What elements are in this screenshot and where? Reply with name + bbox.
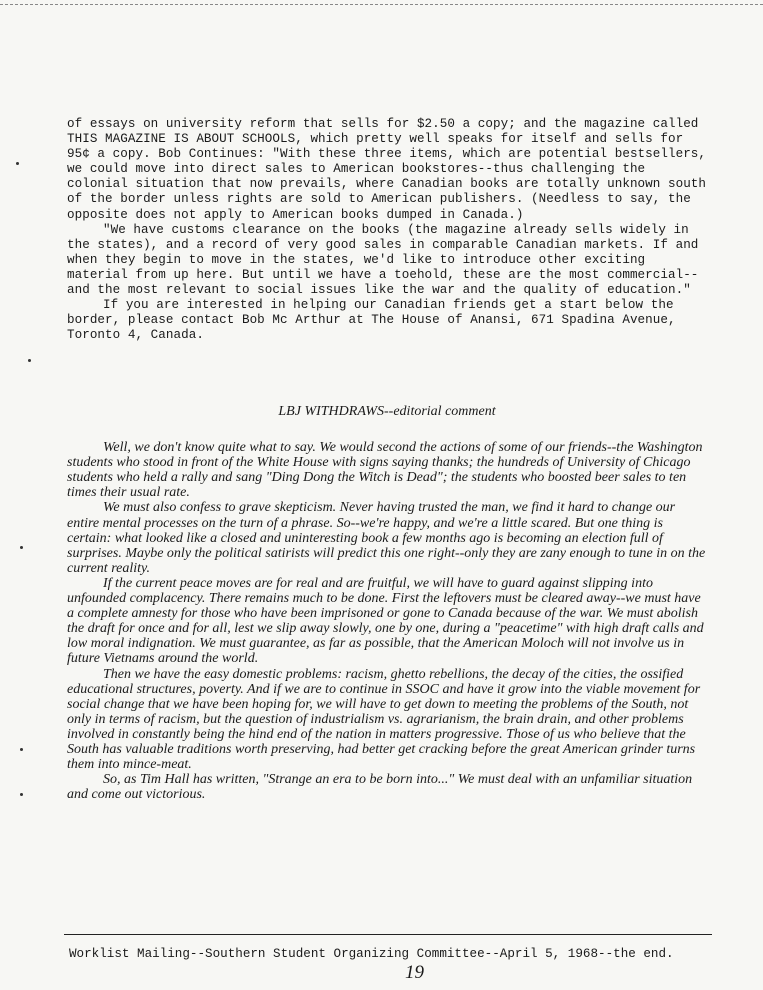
footer-text: Worklist Mailing--Southern Student Organizing Committee--April 5, 1968--the end. xyxy=(69,947,674,961)
footer-rule xyxy=(64,934,712,935)
editorial-title: LBJ WITHDRAWS--editorial comment xyxy=(278,404,496,419)
margin-speck xyxy=(20,748,23,751)
editorial-paragraph: Well, we don't know quite what to say. We would second the actions of some of our friends--the Washington students who stood in front of the White House with signs saying thanks; the hundreds of University of Chicago students who held a rally and sang "Ding Dong the Witch is Dead"; the students who boosted beer sales to ten times their usual rate. xyxy=(67,440,703,501)
editorial-paragraph: So, as Tim Hall has written, "Strange an era to be born into..." We must deal with an unfamiliar situation and come out victorious. xyxy=(67,772,693,803)
editorial-section xyxy=(67,404,707,802)
margin-speck xyxy=(20,793,23,796)
margin-speck xyxy=(16,162,19,165)
continuation-paragraph: "We have customs clearance on the books (the magazine already sells widely in the states), and a record of very good sales in comparable Canadian markets. If and when they begin to move in the states, we'd like to introduce other exciting material from up here. But until we have a toehold, these are the most commercial--and the most relevant to social issues like the war and the quality of education." xyxy=(67,222,699,298)
margin-speck xyxy=(20,546,23,549)
margin-speck xyxy=(28,359,31,362)
editorial-paragraph: We must also confess to grave skepticism. Never having trusted the man, we find it hard to change our entire mental processes on the turn of a phrase. So--we're happy, and we're a little scared. But one thing is certain: what looked like a closed and uninteresting book a few months ago is becoming an election full of surprises. Maybe only the political satirists will predict this one right--only they are zany enough to tune in on the current reality. xyxy=(67,500,706,576)
page-number: 19 xyxy=(405,962,424,983)
editorial-paragraph: Then we have the easy domestic problems: racism, ghetto rebellions, the decay of the cities, the ossified educational structures, poverty. And if we are to continue in SSOC and have it grow into the viable movement for social change that we have been hoping for, we will have to get down to meeting the problems of the South, not only in terms of racism, but the question of industrialism vs. agrarianism, the brain drain, and other problems involved in constantly being the hind end of the nation in matters progressive. Those of us who believe that the South has valuable traditions worth preserving, had better get cracking before the great American grinder turns them into mince-meat. xyxy=(67,666,701,773)
editorial-paragraph: If the current peace moves are for real and are fruitful, we will have to guard against slipping into unfounded complacency. There remains much to be done. First the leftovers must be cleared away--we must have a complete amnesty for those who have been imprisoned or gone to Canada because of the war. We must abolish the draft for once and for all, lest we slip away slowly, one by one, during a "peacetime" with high draft calls and low moral indignation. We must guarantee, as far as possible, that the American Moloch will not involve us in future Vietnams around the world. xyxy=(67,575,704,667)
continuation-paragraph: of essays on university reform that sells for $2.50 a copy; and the magazine called THIS MAGAZINE IS ABOUT SCHOOLS, which pretty well speaks for itself and sells for 95¢ a copy. Bob Continues: "With these three items, which are potential bestsellers, we could move into direct sales to American bookstores--thus challenging the colonial situation that now prevails, where Canadian books are totally unknown south of the border unless rights are sold to American publishers. (Needless to say, the opposite does not apply to American books dumped in Canada.) xyxy=(67,117,707,222)
continuation-article xyxy=(67,117,707,343)
page-top-edge xyxy=(0,4,763,5)
continuation-paragraph: If you are interested in helping our Canadian friends get a start below the border, please contact Bob Mc Arthur at The House of Anansi, 671 Spadina Avenue, Toronto 4, Canada. xyxy=(67,298,676,343)
